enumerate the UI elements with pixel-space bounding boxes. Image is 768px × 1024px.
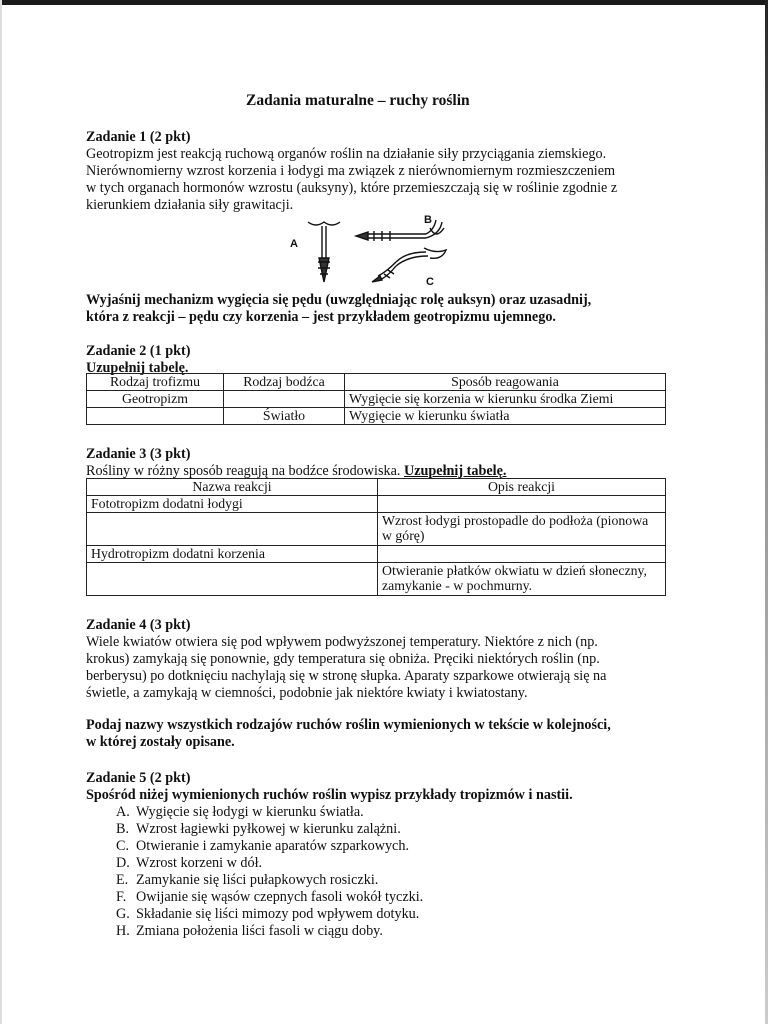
task4-line: krokus) zamykają się ponownie, gdy temperatura się obniża. Pręciki niektórych roślin (np. (86, 651, 600, 667)
task5-instruction: Spośród niżej wymienionych ruchów roślin wypisz przykłady tropizmów i nastii. (86, 787, 573, 803)
table-cell-empty (378, 496, 666, 513)
list-item-letter: C. (116, 838, 130, 854)
table-cell: Fototropizm dodatni łodygi (87, 496, 378, 513)
task2-instruction: Uzupełnij tabelę. (86, 360, 189, 376)
list-item-text: Wzrost łagiewki pyłkowej w kierunku zalążni. (136, 821, 401, 837)
task2-table-wrap (86, 373, 671, 425)
task1-instruction-line: która z reakcji – pędu czy korzenia – jest przykładem geotropizmu ujemnego. (86, 309, 556, 325)
list-item (116, 821, 671, 838)
column-header: Opis reakcji (378, 479, 666, 496)
task1-line: Geotropizm jest reakcją ruchową organów roślin na działanie siły przyciągania ziemskiego. (86, 146, 607, 162)
list-item-letter: F. (116, 889, 127, 905)
table-header-row (87, 479, 666, 496)
list-item-text: Wzrost korzeni w dół. (136, 855, 263, 871)
task1-instruction-line: Wyjaśnij mechanizm wygięcia się pędu (uwzględniając rolę auksyn) oraz uzasadnij, (86, 292, 592, 308)
page-title: Zadania maturalne – ruchy roślin (246, 92, 470, 109)
table-cell-empty (378, 546, 666, 563)
task1 (86, 129, 671, 214)
list-item-letter: E. (116, 872, 129, 888)
scan-edge-top (0, 0, 768, 5)
column-header: Nazwa reakcji (87, 479, 378, 496)
list-item-text: Składanie się liści mimozy pod wpływem dotyku. (136, 906, 420, 922)
task4-line: świetle, a zamykają w ciemności, podobnie jak niektóre kwiaty i kwiatostany. (86, 685, 528, 701)
table-cell: Światło (224, 408, 345, 425)
task4-heading: Zadanie 4 (3 pkt) (86, 617, 191, 633)
table-row (87, 513, 666, 546)
task4-line: berberysu) po dotknięciu nachylają się w stronę słupka. Aparaty szparkowe otwierają się na (86, 668, 607, 684)
column-header: Rodzaj trofizmu (87, 374, 224, 391)
table-row (87, 391, 666, 408)
table-cell: Otwieranie płatków okwiatu w dzień słoneczny, zamykanie - w pochmurny. (378, 563, 666, 596)
list-item-text: Zamykanie się liści pułapkowych rosiczki. (136, 872, 379, 888)
figure-label-a: A (290, 238, 298, 250)
task5-heading: Zadanie 5 (2 pkt) (86, 770, 191, 786)
list-item-letter: A. (116, 804, 130, 820)
list-item (116, 855, 671, 872)
list-item (116, 838, 671, 855)
task1-line: Nierównomierny wzrost korzenia i łodygi ma związek z nierównomiernym rozmieszczeniem (86, 163, 616, 179)
task1-line: w tych organach hormonów wzrostu (auksyny), które przemieszczają się w roślinie zgodnie z (86, 180, 618, 196)
list-item (116, 906, 671, 923)
task3-heading: Zadanie 3 (3 pkt) (86, 446, 191, 462)
task3-instruction: Uzupełnij tabelę. (403, 463, 507, 479)
list-item (116, 923, 671, 940)
task1-heading: Zadanie 1 (2 pkt) (86, 129, 191, 145)
list-item (116, 872, 671, 889)
column-header: Rodzaj bodźca (224, 374, 345, 391)
list-item-text: Owijanie się wąsów czepnych fasoli wokół tyczki. (136, 889, 424, 905)
scan-edge-left (0, 0, 2, 1024)
table-cell-empty (87, 513, 378, 546)
list-item (116, 804, 671, 821)
seedling-c (372, 248, 446, 282)
task1-line: kierunkiem działania siły grawitacji. (86, 197, 294, 213)
task3-table-wrap (86, 478, 671, 596)
task3 (86, 446, 671, 480)
task5-list (116, 804, 671, 940)
table-header-row (87, 374, 666, 391)
list-item-text: Zmiana położenia liści fasoli w ciągu doby. (136, 923, 383, 939)
task2-table (86, 373, 666, 425)
task4-instruction-line: Podaj nazwy wszystkich rodzajów ruchów roślin wymienionych w tekście w kolejności, (86, 717, 611, 733)
task1-instruction (86, 292, 671, 326)
task3-table (86, 478, 666, 596)
task4-instruction (86, 717, 671, 751)
table-row (87, 496, 666, 513)
table-cell-empty (87, 563, 378, 596)
table-cell: Hydrotropizm dodatni korzenia (87, 546, 378, 563)
figure-label-b: B (424, 214, 432, 226)
list-item-letter: D. (116, 855, 130, 871)
task2 (86, 343, 671, 377)
list-item-text: Otwieranie i zamykanie aparatów szparkowych. (136, 838, 409, 854)
task4-instruction-line: w której zostały opisane. (86, 734, 235, 750)
task2-heading: Zadanie 2 (1 pkt) (86, 343, 191, 359)
table-cell: Wzrost łodygi prostopadle do podłoża (pionowa w górę) (378, 513, 666, 546)
task3-intro: Rośliny w różny sposób reagują na bodźce środowiska. (86, 463, 401, 479)
seedling-a (308, 222, 340, 282)
table-cell-empty (224, 391, 345, 408)
table-cell-empty (87, 408, 224, 425)
table-cell: Geotropizm (87, 391, 224, 408)
figure-label-c: C (426, 276, 434, 288)
list-item-letter: B. (116, 821, 130, 837)
geotropism-figure (290, 210, 456, 290)
table-cell: Wygięcie w kierunku światła (345, 408, 666, 425)
task4-line: Wiele kwiatów otwiera się pod wpływem podwyższonej temperatury. Niektóre z nich (np. (86, 634, 598, 650)
list-item-letter: G. (116, 906, 130, 922)
task5 (86, 770, 671, 940)
table-row (87, 546, 666, 563)
list-item-text: Wygięcie się łodygi w kierunku światła. (136, 804, 364, 820)
task4 (86, 617, 671, 702)
table-row (87, 408, 666, 425)
table-cell: Wygięcie się korzenia w kierunku środka Ziemi (345, 391, 666, 408)
list-item (116, 889, 671, 906)
table-row (87, 563, 666, 596)
list-item-letter: H. (116, 923, 130, 939)
column-header: Sposób reagowania (345, 374, 666, 391)
